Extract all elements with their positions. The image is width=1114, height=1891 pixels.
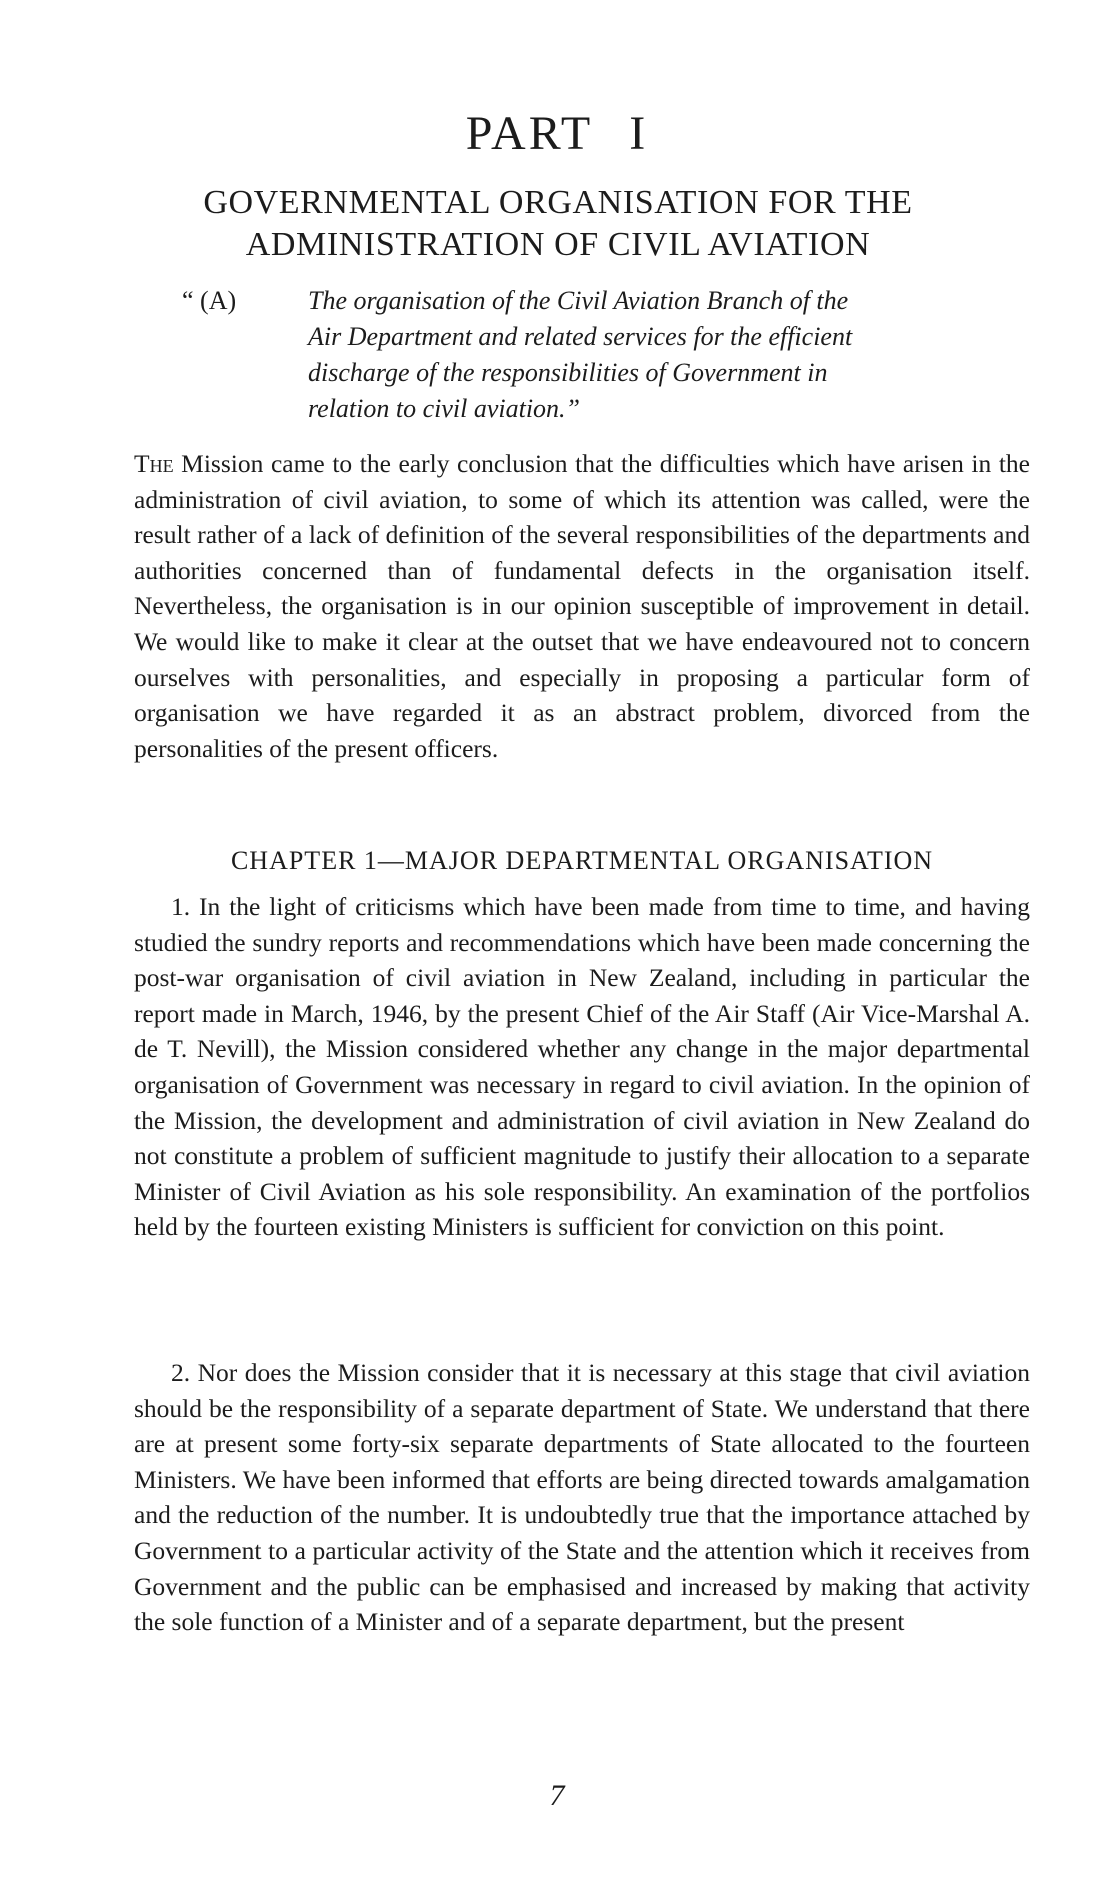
term-of-reference-line: The organisation of the Civil Aviation Branch of the bbox=[308, 286, 849, 315]
term-of-reference-line: Air Department and related services for the efficient bbox=[308, 322, 853, 351]
page-number: 7 bbox=[549, 1779, 565, 1812]
intro-paragraph bbox=[134, 446, 1030, 766]
paragraph-2 bbox=[134, 1355, 1030, 1640]
main-heading bbox=[110, 182, 1006, 266]
intro-lead-word: The bbox=[134, 449, 174, 478]
term-of-reference-text bbox=[308, 283, 972, 427]
paragraph-2-text: 2. Nor does the Mission consider that it is necessary at this stage that civil aviation should be the responsibility of a separate department of State. We understand that there are at present some forty-six separate departments of State allocated to the fourteen Ministers. We have been informed that efforts are being directed towards amalgamation and the reduction of the number. It is undoubtedly true that the importance attached by Government to a particular activity of the State and the attention which it receives from Government and the public can be emphasised and increased by making that activity the sole function of a Minister and of a separate department, but the present bbox=[134, 1358, 1030, 1637]
paragraph-1-text: 1. In the light of criticisms which have been made from time to time, and having studied the sundry reports and recommendations which have been made concerning the post-war organisation of civil aviation in New Zealand, including in particular the report made in March, 1946, by the present Chief of the Air Staff (Air Vice-Marshal A. de T. Nevill), the Mission considered whether any change in the major departmental organisation of Government was necessary in regard to civil aviation. In the opinion of the Mission, the development and administration of civil aviation in New Zealand do not constitute a problem of sufficient magnitude to justify their allocation to a separate Minister of Civil Aviation as his sole responsibility. An examination of the portfolios held by the fourteen existing Ministers is sufficient for conviction on this point. bbox=[134, 892, 1030, 1242]
term-of-reference-line: discharge of the responsibilities of Government in bbox=[308, 358, 828, 387]
intro-text: Mission came to the early conclusion that the difficulties which have arisen in the administration of civil aviation, to some of which its attention was called, were the result rather of a lack of definition of the several responsibilities of the departments and authorities concerned than of fundamental defects in the organisation itself. Nevertheless, the organisation is in our opinion susceptible of improvement in detail. We would like to make it clear at the outset that we have endeavoured not to concern ourselves with personalities, and especially in proposing a particular form of organisation we have regarded it as an abstract problem, divorced from the personalities of the present officers. bbox=[134, 449, 1030, 763]
part-title: PART I bbox=[465, 107, 649, 160]
term-of-reference bbox=[182, 283, 972, 427]
paragraph-1 bbox=[134, 889, 1030, 1245]
main-heading-line-2: ADMINISTRATION OF CIVIL AVIATION bbox=[245, 226, 871, 263]
chapter-heading: CHAPTER 1—MAJOR DEPARTMENTAL ORGANISATION bbox=[230, 846, 934, 875]
term-of-reference-line: relation to civil aviation.” bbox=[308, 394, 581, 423]
main-heading-line-1: GOVERNMENTAL ORGANISATION FOR THE bbox=[203, 184, 913, 221]
term-of-reference-label: “ (A) bbox=[182, 286, 237, 315]
